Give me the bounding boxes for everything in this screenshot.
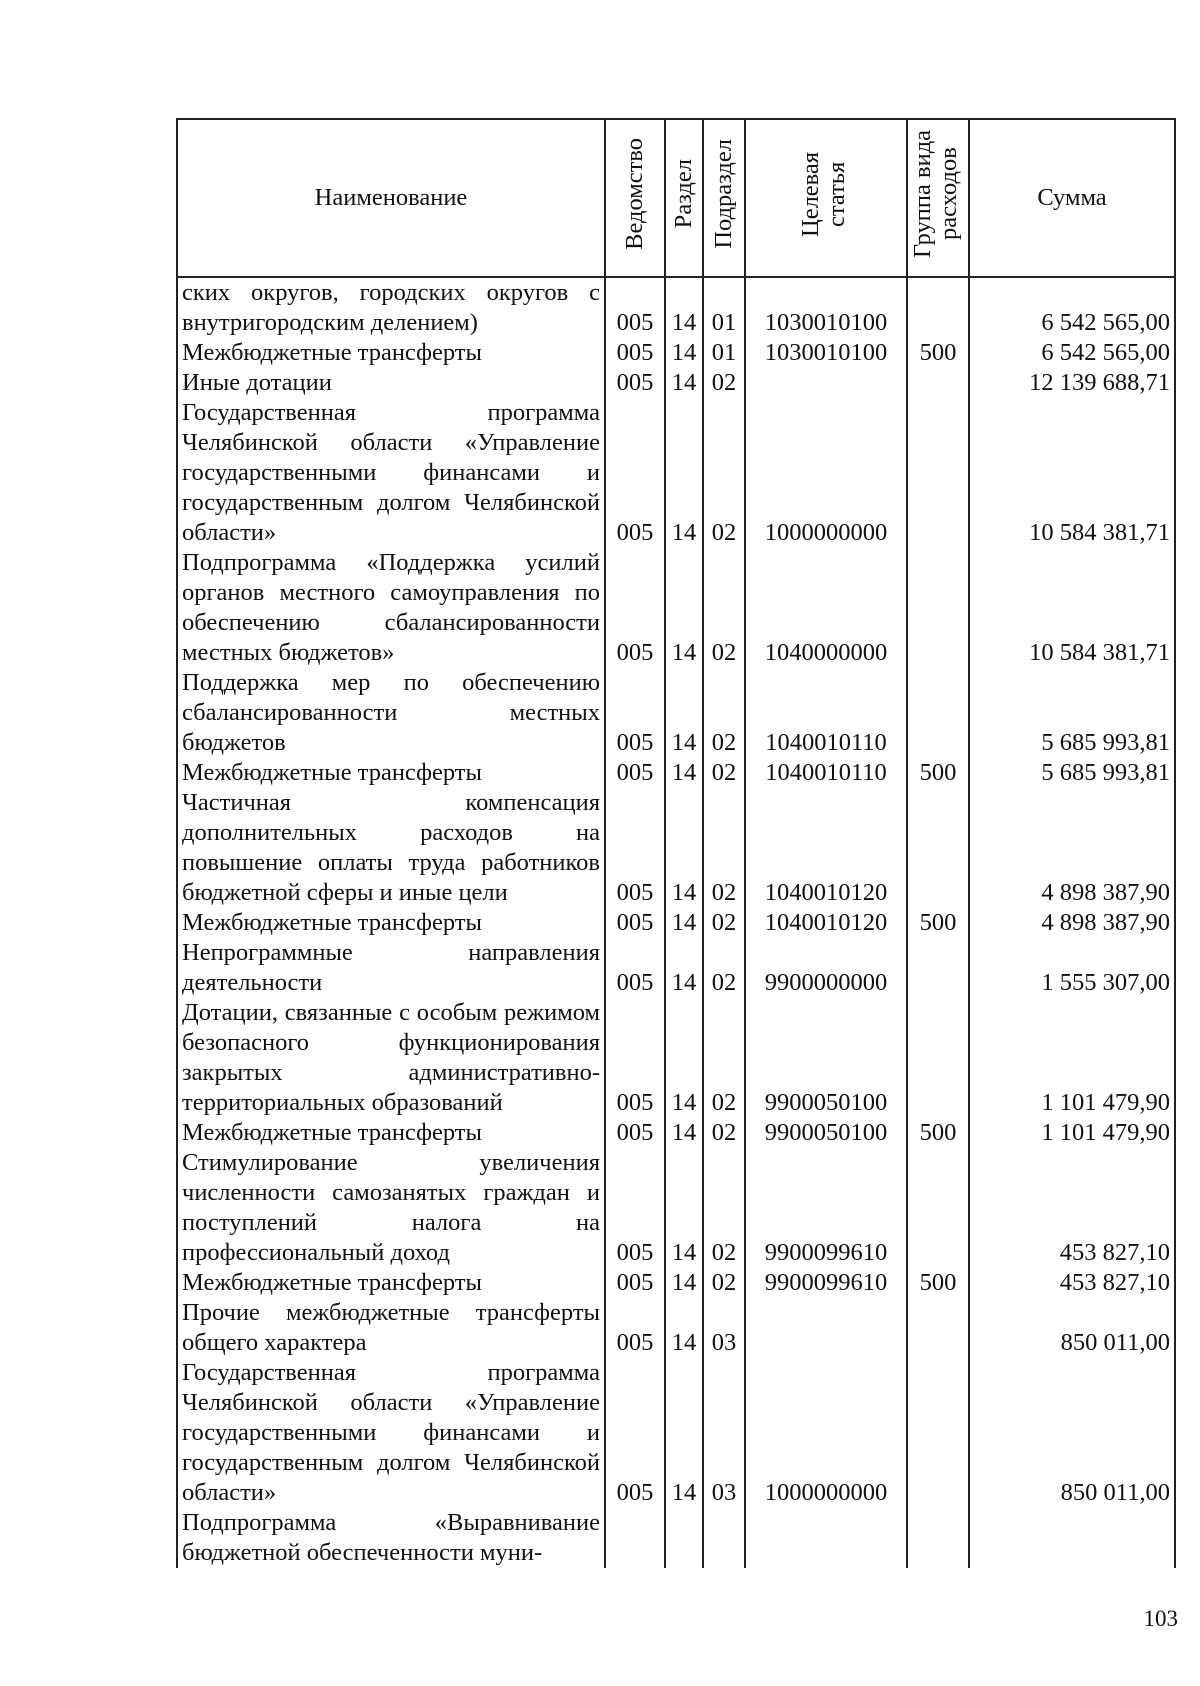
cell-vedomstvo: 005 (605, 368, 665, 398)
cell-razdel: 14 (665, 548, 703, 668)
table-row (177, 668, 1175, 758)
cell-name: Межбюджетные трансферты (177, 1268, 605, 1298)
cell-podrazdel: 03 (703, 1358, 745, 1508)
cell-summa: 6 542 565,00 (969, 338, 1175, 368)
cell-celevaya-statya: 9900050100 (745, 1118, 907, 1148)
table-row (177, 788, 1175, 908)
cell-gruppa (907, 938, 969, 998)
cell-razdel: 14 (665, 1298, 703, 1358)
cell-celevaya-statya: 1000000000 (745, 1358, 907, 1508)
table-row (177, 1358, 1175, 1508)
cell-vedomstvo: 005 (605, 668, 665, 758)
cell-summa: 850 011,00 (969, 1358, 1175, 1508)
table-row (177, 1268, 1175, 1298)
table-row (177, 277, 1175, 338)
table-row (177, 908, 1175, 938)
header-razdel: Раздел (665, 119, 703, 277)
cell-name: Межбюджетные трансферты (177, 758, 605, 788)
cell-vedomstvo: 005 (605, 1118, 665, 1148)
cell-name: Иные дотации (177, 368, 605, 398)
table-row (177, 1298, 1175, 1358)
table-header (177, 119, 1175, 277)
cell-podrazdel: 02 (703, 788, 745, 908)
cell-razdel: 14 (665, 398, 703, 548)
cell-podrazdel: 02 (703, 1268, 745, 1298)
table-row (177, 398, 1175, 548)
cell-name: Государственная программа Челябинской области «Управление государственными финансами и государственным долгом Челябинской области» (177, 398, 605, 548)
cell-gruppa: 500 (907, 1268, 969, 1298)
cell-celevaya-statya: 9900099610 (745, 1268, 907, 1298)
cell-vedomstvo: 005 (605, 548, 665, 668)
cell-vedomstvo: 005 (605, 998, 665, 1118)
cell-name: Межбюджетные трансферты (177, 1118, 605, 1148)
cell-podrazdel: 02 (703, 998, 745, 1118)
cell-celevaya-statya (745, 1508, 907, 1568)
header-celevaya-statya: Целевая статья (745, 119, 907, 277)
cell-celevaya-statya: 1000000000 (745, 398, 907, 548)
cell-gruppa: 500 (907, 1118, 969, 1148)
cell-celevaya-statya (745, 368, 907, 398)
cell-razdel: 14 (665, 1358, 703, 1508)
cell-razdel: 14 (665, 1118, 703, 1148)
header-vedomstvo: Ведомство (605, 119, 665, 277)
cell-gruppa (907, 788, 969, 908)
cell-name: Подпрограмма «Поддержка усилий органов местного самоуправления по обеспечению сбалансированности местных бюджетов» (177, 548, 605, 668)
cell-name: Межбюджетные трансферты (177, 908, 605, 938)
cell-gruppa (907, 277, 969, 338)
table-row (177, 1148, 1175, 1268)
cell-gruppa: 500 (907, 338, 969, 368)
cell-razdel: 14 (665, 908, 703, 938)
cell-podrazdel: 02 (703, 368, 745, 398)
cell-celevaya-statya: 9900099610 (745, 1148, 907, 1268)
cell-summa: 10 584 381,71 (969, 398, 1175, 548)
cell-summa (969, 1508, 1175, 1568)
cell-gruppa (907, 1508, 969, 1568)
cell-gruppa (907, 1298, 969, 1358)
cell-vedomstvo: 005 (605, 338, 665, 368)
cell-summa: 12 139 688,71 (969, 368, 1175, 398)
cell-razdel: 14 (665, 668, 703, 758)
cell-celevaya-statya: 1030010100 (745, 338, 907, 368)
cell-name: ских округов, городских округов с внутригородским делением) (177, 277, 605, 338)
cell-celevaya-statya: 1030010100 (745, 277, 907, 338)
cell-vedomstvo: 005 (605, 758, 665, 788)
cell-razdel: 14 (665, 338, 703, 368)
table-row (177, 1508, 1175, 1568)
table-row (177, 758, 1175, 788)
cell-name: Частичная компенсация дополнительных расходов на повышение оплаты труда работников бюджетной сферы и иные цели (177, 788, 605, 908)
cell-celevaya-statya: 1040010110 (745, 668, 907, 758)
cell-vedomstvo: 005 (605, 908, 665, 938)
cell-razdel: 14 (665, 1148, 703, 1268)
cell-podrazdel: 02 (703, 398, 745, 548)
cell-celevaya-statya: 9900000000 (745, 938, 907, 998)
cell-name: Непрограммные направления деятельности (177, 938, 605, 998)
cell-vedomstvo: 005 (605, 1358, 665, 1508)
cell-vedomstvo: 005 (605, 1268, 665, 1298)
cell-vedomstvo: 005 (605, 398, 665, 548)
cell-name: Межбюджетные трансферты (177, 338, 605, 368)
cell-summa: 1 101 479,90 (969, 998, 1175, 1118)
cell-podrazdel: 03 (703, 1298, 745, 1358)
cell-vedomstvo (605, 1508, 665, 1568)
table-row (177, 338, 1175, 368)
table-row (177, 368, 1175, 398)
cell-gruppa (907, 548, 969, 668)
cell-celevaya-statya: 9900050100 (745, 998, 907, 1118)
cell-razdel: 14 (665, 277, 703, 338)
header-summa: Сумма (969, 119, 1175, 277)
table-row (177, 998, 1175, 1118)
header-podrazdel: Подраздел (703, 119, 745, 277)
cell-summa: 6 542 565,00 (969, 277, 1175, 338)
table-body (177, 277, 1175, 1568)
cell-podrazdel: 01 (703, 338, 745, 368)
cell-summa: 850 011,00 (969, 1298, 1175, 1358)
cell-vedomstvo: 005 (605, 788, 665, 908)
cell-podrazdel: 02 (703, 908, 745, 938)
cell-summa: 5 685 993,81 (969, 668, 1175, 758)
cell-razdel: 14 (665, 368, 703, 398)
cell-gruppa (907, 1148, 969, 1268)
cell-razdel: 14 (665, 788, 703, 908)
table-row (177, 548, 1175, 668)
cell-celevaya-statya: 1040010110 (745, 758, 907, 788)
header-row (177, 119, 1175, 277)
cell-summa: 453 827,10 (969, 1268, 1175, 1298)
cell-summa: 1 555 307,00 (969, 938, 1175, 998)
cell-name: Поддержка мер по обеспечению сбалансированности местных бюджетов (177, 668, 605, 758)
cell-podrazdel: 02 (703, 548, 745, 668)
cell-celevaya-statya: 1040010120 (745, 908, 907, 938)
cell-vedomstvo: 005 (605, 1148, 665, 1268)
cell-name: Прочие межбюджетные трансферты общего характера (177, 1298, 605, 1358)
budget-table (176, 118, 1176, 1568)
cell-gruppa (907, 668, 969, 758)
cell-gruppa (907, 368, 969, 398)
cell-razdel: 14 (665, 1268, 703, 1298)
table-row (177, 938, 1175, 998)
page-number: 103 (1143, 1606, 1178, 1631)
cell-razdel: 14 (665, 998, 703, 1118)
cell-summa: 4 898 387,90 (969, 908, 1175, 938)
cell-summa: 5 685 993,81 (969, 758, 1175, 788)
cell-gruppa (907, 998, 969, 1118)
cell-summa: 1 101 479,90 (969, 1118, 1175, 1148)
cell-gruppa (907, 398, 969, 548)
cell-name: Государственная программа Челябинской области «Управление государственными финансами и государственным долгом Челябинской области» (177, 1358, 605, 1508)
cell-podrazdel: 02 (703, 668, 745, 758)
cell-podrazdel: 02 (703, 1118, 745, 1148)
header-name: Наименование (177, 119, 605, 277)
cell-podrazdel (703, 1508, 745, 1568)
cell-vedomstvo: 005 (605, 1298, 665, 1358)
cell-razdel: 14 (665, 938, 703, 998)
cell-gruppa: 500 (907, 908, 969, 938)
cell-podrazdel: 02 (703, 1148, 745, 1268)
cell-gruppa: 500 (907, 758, 969, 788)
cell-podrazdel: 02 (703, 758, 745, 788)
cell-gruppa (907, 1358, 969, 1508)
cell-name: Дотации, связанные с особым режимом безопасного функционирования закрытых административно-территориальных образований (177, 998, 605, 1118)
cell-podrazdel: 02 (703, 938, 745, 998)
cell-celevaya-statya (745, 1298, 907, 1358)
cell-name: Подпрограмма «Выравнивание бюджетной обеспеченности муни- (177, 1508, 605, 1568)
cell-razdel (665, 1508, 703, 1568)
cell-vedomstvo: 005 (605, 938, 665, 998)
table-row (177, 1118, 1175, 1148)
cell-celevaya-statya: 1040000000 (745, 548, 907, 668)
cell-celevaya-statya: 1040010120 (745, 788, 907, 908)
cell-name: Стимулирование увеличения численности самозанятых граждан и поступлений налога на профессиональный доход (177, 1148, 605, 1268)
cell-summa: 10 584 381,71 (969, 548, 1175, 668)
cell-razdel: 14 (665, 758, 703, 788)
cell-podrazdel: 01 (703, 277, 745, 338)
cell-summa: 453 827,10 (969, 1148, 1175, 1268)
header-gruppa-vida-rashodov: Группа вида расходов (907, 119, 969, 277)
cell-summa: 4 898 387,90 (969, 788, 1175, 908)
cell-vedomstvo: 005 (605, 277, 665, 338)
